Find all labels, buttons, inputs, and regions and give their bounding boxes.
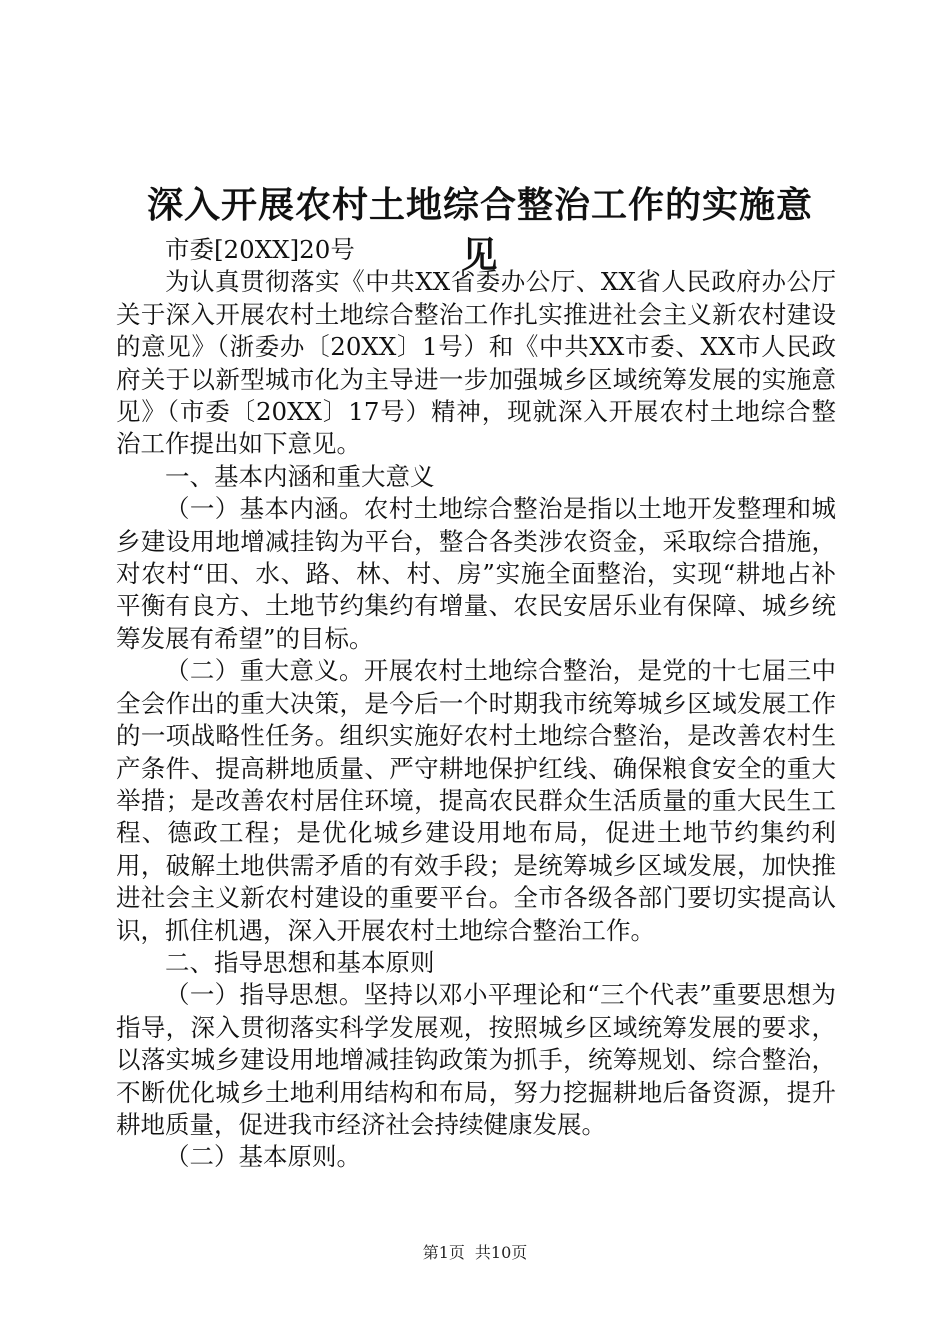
document-title: 深入开展农村土地综合整治工作的实施意见 <box>146 184 813 276</box>
paragraph-basic-principles: （二）基本原则。 <box>165 1142 361 1172</box>
section-heading-1: 一、基本内涵和重大意义 <box>165 461 435 491</box>
document-number: 市委[20XX]20号 <box>165 235 355 264</box>
page-total: 共10页 <box>474 1243 528 1262</box>
document-body <box>116 234 836 1174</box>
paragraph-guiding-thought: （一）指导思想。坚持以邓小平理论和“三个代表”重要思想为指导，深入贯彻落实科学发展观，按照城乡区域统筹发展的要求，以落实城乡建设用地增减挂钩政策为抓手，统筹规划、综合整治，不断优化城乡土地利用结构和布局，努力挖掘耕地后备资源，提升耕地质量，促进我市经济社会持续健康发展。 <box>116 980 836 1139</box>
paragraph-intro: 为认真贯彻落实《中共XX省委办公厅、XX省人民政府办公厅关于深入开展农村土地综合整治工作扎实推进社会主义新农村建设的意见》（浙委办〔20XX〕1号）和《中共XX市委、XX市人民政府关于以新型城市化为主导进一步加强城乡区域统筹发展的实施意见》（市委〔20XX〕17号）精神，现就深入开展农村土地综合整治工作提出如下意见。 <box>116 267 836 459</box>
section-heading-2: 二、指导思想和基本原则 <box>165 947 435 977</box>
paragraph-significance: （二）重大意义。开展农村土地综合整治，是党的十七届三中全会作出的重大决策，是今后一个时期我市统筹城乡区域发展工作的一项战略性任务。组织实施好农村土地综合整治，是改善农村生产条件、提高耕地质量、严守耕地保护红线、确保粮食安全的重大举措；是改善农村居住环境，提高农民群众生活质量的重大民生工程、德政工程；是优化城乡建设用地布局，促进土地节约集约利用，破解土地供需矛盾的有效手段；是统筹城乡区域发展，加快推进社会主义新农村建设的重要平台。全市各级各部门要切实提高认识，抓住机遇，深入开展农村土地综合整治工作。 <box>116 656 836 945</box>
paragraph-basic-meaning: （一）基本内涵。农村土地综合整治是指以土地开发整理和城乡建设用地增减挂钩为平台，整合各类涉农资金，采取综合措施，对农村“田、水、路、林、村、房”实施全面整治，实现“耕地占补平衡有良方、土地节约集约有增量、农民安居乐业有保障、城乡统筹发展有希望”的目标。 <box>116 494 836 653</box>
page-number: 第1页 <box>422 1243 465 1262</box>
page-footer <box>0 1242 950 1264</box>
